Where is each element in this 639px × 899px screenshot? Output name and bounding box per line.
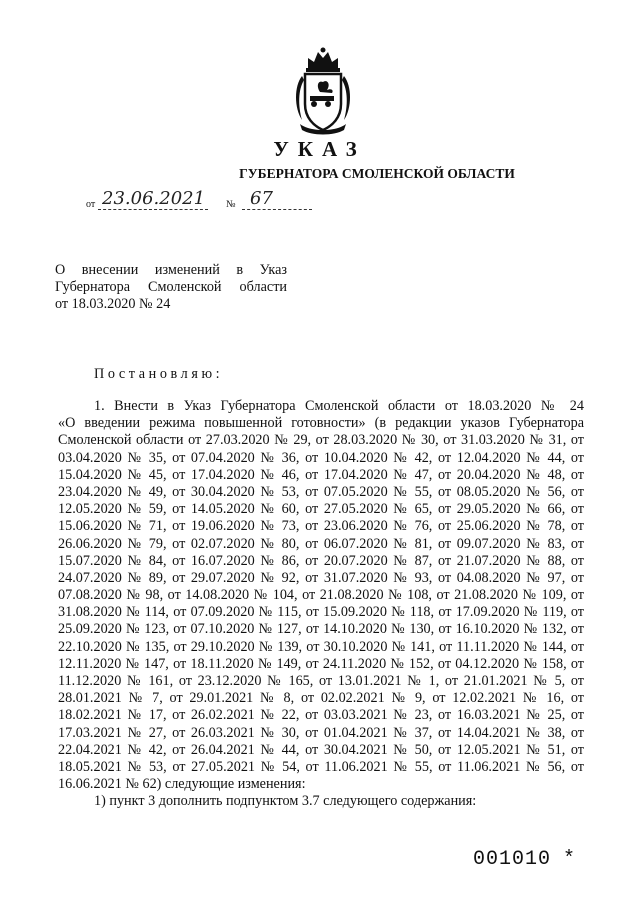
body-line: 18.05.2021 № 53, от 27.05.2021 № 54, от 11.06.2021 № 55, от 11.06.2021 № 56, от <box>58 758 584 775</box>
body-line: «О введении режима повышенной готовности» (в редакции указов Губернатора <box>58 415 584 432</box>
body-line: 26.06.2020 № 79, от 02.07.2020 № 80, от 06.07.2020 № 81, от 09.07.2020 № 83, от <box>58 535 584 552</box>
body-line: 15.04.2020 № 45, от 17.04.2020 № 46, от 17.04.2020 № 47, от 20.04.2020 № 48, от <box>58 466 584 483</box>
body-line: 23.04.2020 № 49, от 30.04.2020 № 53, от 07.05.2020 № 55, от 08.05.2020 № 56, от <box>58 483 584 500</box>
body-line: 12.05.2020 № 59, от 14.05.2020 № 60, от 27.05.2020 № 65, от 29.05.2020 № 66, от <box>58 501 584 518</box>
body-line: 12.11.2020 № 147, от 18.11.2020 № 149, от 24.11.2020 № 152, от 04.12.2020 № 158, от <box>58 655 584 672</box>
body-line: 18.02.2021 № 17, от 26.02.2021 № 22, от 03.03.2021 № 23, от 16.03.2021 № 25, от <box>58 707 584 724</box>
body-line: 22.04.2021 № 42, от 26.04.2021 № 44, от 30.04.2021 № 50, от 12.05.2021 № 51, от <box>58 741 584 758</box>
body-line: 22.10.2020 № 135, от 29.10.2020 № 139, от 30.10.2020 № 141, от 11.11.2020 № 144, от <box>58 638 584 655</box>
body-line: 25.09.2020 № 123, от 07.10.2020 № 127, от 14.10.2020 № 130, от 16.10.2020 № 132, от <box>58 621 584 638</box>
subject-line: О внесении изменений в Указ <box>55 262 287 278</box>
date-prefix-label: от <box>86 199 96 210</box>
number-handwritten: 67 <box>250 188 273 209</box>
body-line: 31.08.2020 № 114, от 07.09.2020 № 115, от 15.09.2020 № 118, от 17.09.2020 № 119, от <box>58 604 584 621</box>
body-line: Смоленской области от 27.03.2020 № 29, от 28.03.2020 № 30, от 31.03.2020 № 31, от <box>58 432 584 449</box>
decree-body <box>58 398 584 811</box>
number-underline <box>242 209 312 210</box>
subject-line: от 18.03.2020 № 24 <box>55 296 171 312</box>
body-line: 15.06.2020 № 71, от 19.06.2020 № 73, от 23.06.2020 № 76, от 25.06.2020 № 78, от <box>58 518 584 535</box>
document-title: УКАЗ <box>273 137 366 161</box>
date-handwritten: 23.06.2021 <box>102 188 206 209</box>
body-line: 1) пункт 3 дополнить подпунктом 3.7 следующего содержания: <box>94 793 477 810</box>
form-serial-number <box>473 848 576 871</box>
decree-word: Постановляю: <box>94 366 224 382</box>
number-prefix-label: № <box>226 199 236 210</box>
body-line: 16.06.2021 № 62) следующие изменения: <box>58 776 306 793</box>
body-line: 15.07.2020 № 84, от 16.07.2020 № 86, от 20.07.2020 № 87, от 21.07.2020 № 88, от <box>58 552 584 569</box>
decree-subject <box>55 262 287 313</box>
date-underline <box>98 209 208 210</box>
coat-of-arms-icon <box>290 46 356 136</box>
subject-line: Губернатора Смоленской области <box>55 279 287 295</box>
body-line: 17.03.2021 № 27, от 26.03.2021 № 30, от 01.04.2021 № 37, от 14.04.2021 № 38, от <box>58 724 584 741</box>
body-line: 03.04.2020 № 35, от 07.04.2020 № 36, от 10.04.2020 № 42, от 12.04.2020 № 44, от <box>58 449 584 466</box>
body-line: 1. Внести в Указ Губернатора Смоленской области от 18.03.2020 № 24 <box>94 398 584 414</box>
body-line: 11.12.2020 № 161, от 23.12.2020 № 165, от 13.01.2021 № 1, от 21.01.2021 № 5, от <box>58 673 584 689</box>
serial-number: 001010 <box>473 848 552 871</box>
body-line: 24.07.2020 № 89, от 29.07.2020 № 92, от 31.07.2020 № 93, от 04.08.2020 № 97, от <box>58 569 584 586</box>
serial-mark: * <box>563 848 577 871</box>
document-subtitle: ГУБЕРНАТОРА СМОЛЕНСКОЙ ОБЛАСТИ <box>239 166 515 181</box>
registration-line <box>86 188 326 212</box>
body-line: 28.01.2021 № 7, от 29.01.2021 № 8, от 02.02.2021 № 9, от 12.02.2021 № 16, от <box>58 690 584 707</box>
body-line: 07.08.2020 № 98, от 14.08.2020 № 104, от 21.08.2020 № 108, от 21.08.2020 № 109, от <box>58 587 584 604</box>
